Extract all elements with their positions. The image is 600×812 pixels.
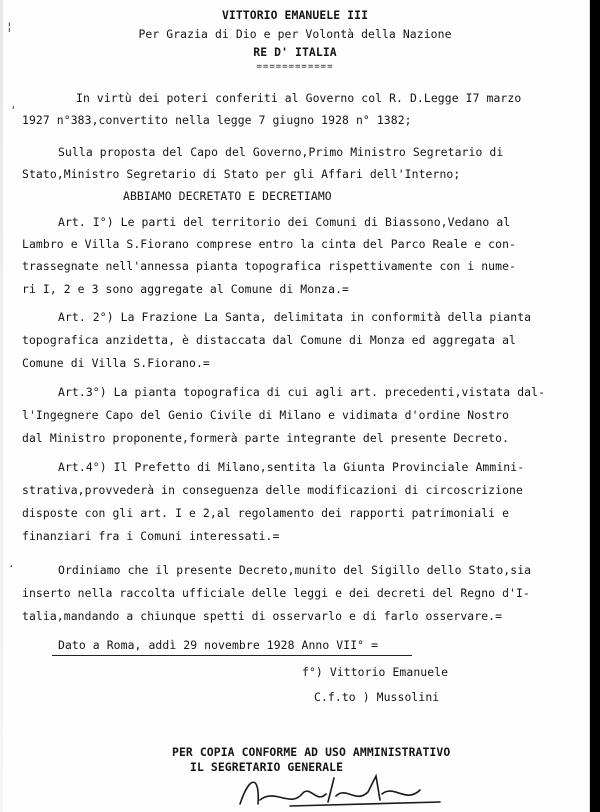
scan-mark: ¦ [6, 20, 13, 33]
article-3-line: Art.3°) La pianta topografica di cui agli art. precedenti,vistata dal- [58, 385, 546, 399]
king-signature: f°) Vittorio Emanuele [302, 665, 449, 679]
closing-line: inserto nella raccolta ufficiale delle leggi e dei decreti del Regno d'I- [22, 586, 530, 600]
article-4-line: disposte con gli art. I e 2,al regolamento dei rapporti patrimoniali e [22, 506, 510, 520]
article-3-line: dal Ministro proponente,formerà parte integrante del presente Decreto. [22, 431, 510, 445]
article-2-line: Comune di Villa S.Fiorano.= [22, 356, 210, 370]
decree-heading: ABBIAMO DECRETATO E DECRETIAMO [123, 189, 332, 203]
article-2-line: Art. 2°) La Frazione La Santa, delimitata in conformità della pianta [58, 310, 532, 324]
mussolini-signature: C.f.to ) Mussolini [314, 690, 440, 704]
preamble-line: In virtù dei poteri conferiti al Governo col R. D.Legge I7 marzo [76, 91, 522, 105]
date-line: Dato a Roma, addì 29 novembre 1928 Anno VII° = [58, 638, 379, 652]
preamble-line: 1927 n°383,convertito nella legge 7 giugno 1928 n° 1382; [22, 113, 412, 127]
article-1-line: ri I, 2 e 3 sono aggregate al Comune di Monza.= [22, 282, 350, 296]
title-rule: ============ [256, 62, 334, 72]
scan-mark: · [8, 560, 15, 573]
article-1-line: Art. I°) Le parti del territorio dei Comuni di Biassono,Vedano al [58, 215, 511, 229]
grace-line: Per Grazia di Dio e per Volontà della Nazione [138, 27, 452, 41]
preamble-line: Stato,Ministro Segretario di Stato per gli Affari dell'Interno; [22, 167, 461, 181]
closing-line: talia,mandando a chiunque spetti di osservarlo e di farlo osservare.= [22, 609, 503, 623]
article-1-line: trassegnate nell'annessa pianta topografica rispettivamente con i nume- [22, 259, 516, 273]
article-2-line: topografica anzidetta, è distaccata dal Comune di Monza ed aggregata al [22, 333, 516, 347]
scan-mark: ' [10, 104, 17, 117]
article-3-line: l'Ingegnere Capo del Genio Civile di Milano e vidimata d'ordine Nostro [22, 408, 510, 422]
date-underline [52, 655, 412, 656]
article-4-line: finanziari fra i Comuni interessati.= [22, 529, 280, 543]
closing-line: Ordiniamo che il presente Decreto,munito del Sigillo dello Stato,sia [58, 563, 532, 577]
secretary-title: IL SEGRETARIO GENERALE [190, 760, 344, 774]
preamble-line: Sulla proposta del Capo del Governo,Primo Ministro Segretario di [58, 145, 504, 159]
page-title: RE D' ITALIA [253, 45, 337, 59]
article-1-line: Lambro e Villa S.Fiorano comprese entro la cinta del Parco Reale e con- [22, 237, 516, 251]
certified-copy: PER COPIA CONFORME AD USO AMMINISTRATIVO [172, 745, 451, 759]
king-name: VITTORIO EMANUELE III [221, 8, 369, 22]
article-4-line: Art.4°) Il Prefetto di Milano,sentita la Giunta Provinciale Ammini- [58, 460, 525, 474]
article-4-line: strativa,provvederà in conseguenza delle modificazioni di circoscrizione [22, 483, 523, 497]
handwritten-signature [230, 764, 450, 810]
page-edge [0, 0, 3, 812]
